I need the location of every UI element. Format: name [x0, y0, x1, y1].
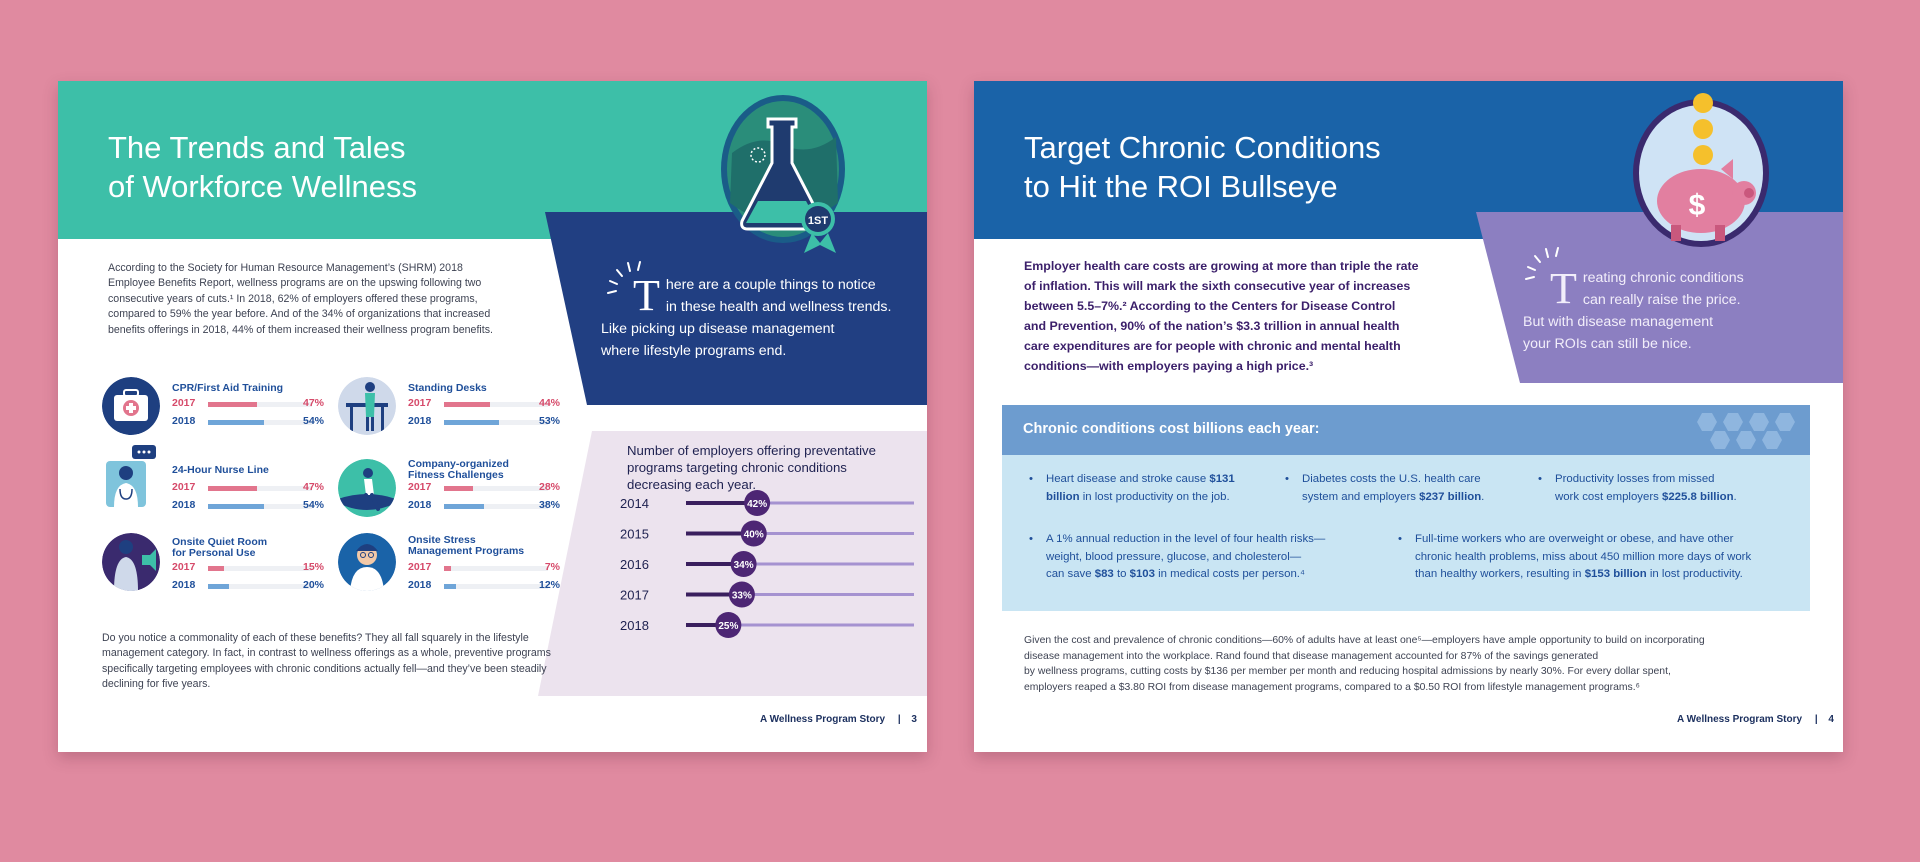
bullet-text: than healthy workers, resulting in — [1415, 568, 1585, 580]
lead-line: Employer health care costs are growing at more than triple the rate — [1024, 259, 1419, 273]
stat-fitness-challenges — [338, 457, 568, 529]
stat-title — [172, 465, 322, 476]
percent-value: 15% — [302, 561, 324, 573]
year-label: 2018 — [172, 499, 196, 511]
percent-value: 47% — [302, 397, 324, 409]
flask-ribbon-icon — [718, 93, 852, 257]
runner-icon — [338, 459, 396, 517]
bullet-dot: • — [1285, 473, 1289, 485]
year-label: 2018 — [172, 579, 196, 591]
quiet-room-icon — [102, 533, 160, 591]
lead-line: between 5.5–7%.² According to the Centers for Disease Control — [1024, 299, 1396, 313]
closing-line: management category. In fact, in contrast to wellness offerings as a whole, preventive programs — [102, 647, 551, 660]
intro-line: consecutive years of cuts.¹ In 2018, 62% of employers offered these programs, — [108, 292, 478, 305]
left-title-line-2: of Workforce Wellness — [108, 169, 417, 204]
stat-row-2017 — [408, 561, 560, 575]
bullet-bold: billion — [1046, 490, 1080, 503]
decline-value-label: 33% — [731, 590, 752, 602]
year-label: 2017 — [408, 397, 432, 409]
bullet-text: A 1% annual reduction in the level of four health risks— — [1046, 533, 1326, 545]
stat-row-2018 — [408, 499, 560, 513]
dollar-sign-text: $ — [1688, 189, 1706, 222]
decline-value-label: 34% — [733, 560, 754, 571]
bullet-bold: $103 — [1129, 568, 1155, 580]
stat-title — [408, 535, 558, 557]
bar-2017 — [444, 566, 451, 571]
first-place-badge-text: 1ST — [807, 215, 829, 227]
bullet-text: chronic health problems, miss about 450 million more days of work — [1415, 550, 1752, 563]
stat-row-2018 — [172, 415, 324, 429]
stat-title-line: Standing Desks — [408, 382, 487, 394]
stat-title — [172, 383, 322, 394]
closing-line: Given the cost and prevalence of chronic conditions—60% of adults have at least one⁵—employers have ample opportunity to build on incorporating — [1024, 635, 1705, 646]
bullet-text: . — [1481, 490, 1485, 503]
right-page — [974, 81, 1843, 752]
stat-title-line: Onsite Stress — [408, 534, 476, 546]
decline-year-label: 2014 — [620, 496, 649, 511]
page-number: 3 — [911, 714, 917, 725]
bullet-dot: • — [1029, 473, 1033, 485]
bullet-text: work cost employers — [1555, 490, 1662, 503]
first-aid-kit-icon — [102, 377, 160, 435]
lead-line: of inflation. This will mark the sixth consecutive year of increases — [1024, 279, 1411, 293]
bullet-bold: $83 — [1094, 568, 1114, 580]
standing-desk-icon — [338, 377, 396, 435]
bar-2018 — [444, 584, 456, 589]
hexagon-pattern-icon — [1692, 411, 1796, 451]
stat-title — [408, 383, 558, 394]
percent-value: 12% — [538, 579, 560, 591]
percent-value: 7% — [544, 561, 560, 573]
stat-nurse-line — [102, 459, 332, 531]
year-label: 2017 — [172, 481, 196, 493]
closing-line: by wellness programs, cutting costs by $136 per member per month and reducing hospital admissions by nearly 30%. For every dollar spent, — [1024, 666, 1671, 677]
bullet-health-risks — [1029, 531, 1366, 584]
decline-chart-title — [627, 442, 907, 493]
bar-2017 — [208, 486, 257, 491]
bar-2018 — [208, 420, 264, 425]
year-label: 2018 — [408, 579, 432, 591]
decline-year-label: 2017 — [620, 587, 649, 603]
bar-track — [444, 402, 548, 407]
bullet-productivity — [1538, 471, 1795, 506]
stat-row-2018 — [172, 499, 324, 513]
bar-track — [208, 402, 312, 407]
right-callout-text — [1523, 264, 1840, 355]
stat-row-2018 — [172, 579, 324, 593]
stat-title-line: 24-Hour Nurse Line — [172, 464, 269, 476]
bullet-dot: • — [1029, 533, 1033, 545]
bullet-text: Productivity losses from missed — [1555, 473, 1715, 485]
percent-value: 53% — [538, 415, 560, 427]
right-footer — [1677, 714, 1834, 725]
bar-2018 — [208, 584, 229, 589]
bar-2017 — [444, 486, 473, 491]
right-callout-dropcap: T — [1550, 264, 1577, 313]
right-callout-line-2: can really raise the price. — [1582, 292, 1741, 308]
percent-value: 54% — [302, 499, 324, 511]
bullet-text: in medical costs per person.⁴ — [1154, 568, 1305, 580]
bullet-text: system and employers — [1302, 490, 1420, 503]
stat-title-line: Management Programs — [408, 545, 525, 557]
percent-value: 47% — [302, 481, 324, 493]
bar-track — [208, 584, 312, 589]
bullet-bold: $153 billion — [1584, 568, 1647, 580]
left-callout-line-3: Like picking up disease management — [601, 321, 835, 337]
lead-line: conditions—with employers paying a high price.³ — [1024, 359, 1314, 373]
bullet-overweight-workers — [1398, 531, 1795, 584]
decline-value-label: 42% — [747, 499, 768, 510]
left-footer — [760, 714, 917, 725]
percent-value: 54% — [302, 415, 324, 427]
stat-title-line: CPR/First Aid Training — [172, 382, 284, 394]
closing-line: specifically targeting employees with chronic conditions actually fell—and they’ve been steadily — [102, 662, 547, 675]
bullet-text: Full-time workers who are overweight or obese, and have other — [1415, 533, 1734, 545]
year-label: 2017 — [408, 561, 432, 573]
left-callout-text — [601, 271, 923, 362]
stat-title-line: for Personal Use — [172, 547, 256, 559]
closing-line: employers reaped a $3.80 ROI from disease management programs, compared to a $0.50 ROI from lifestyle management programs.⁶ — [1024, 681, 1640, 693]
decline-chart — [618, 489, 918, 669]
left-intro-paragraph — [108, 261, 548, 338]
bar-track — [208, 566, 312, 571]
left-callout-line-4: where lifestyle programs end. — [601, 343, 787, 359]
stat-row-2018 — [408, 415, 560, 429]
bar-track — [444, 420, 548, 425]
percent-value: 44% — [538, 397, 560, 409]
stat-stress-management — [338, 535, 568, 607]
left-callout-line-2: in these health and wellness trends. — [665, 299, 892, 315]
bullet-text: weight, blood pressure, glucose, and cholesterol— — [1046, 550, 1302, 563]
closing-line: declining for five years. — [102, 678, 211, 691]
bullet-bold: $237 billion — [1419, 490, 1482, 503]
bar-track — [444, 486, 548, 491]
year-label: 2017 — [172, 397, 196, 409]
bullet-bold: $225.8 billion — [1661, 490, 1734, 503]
stat-row-2017 — [172, 481, 324, 495]
bullet-text: in lost productivity. — [1646, 568, 1743, 580]
bullet-diabetes — [1285, 471, 1522, 506]
bar-2017 — [208, 566, 224, 571]
lead-line: care expenditures are for people with chronic and mental health — [1024, 339, 1401, 353]
left-title-line-1: The Trends and Tales — [108, 130, 406, 165]
intro-line: benefits offerings in 2018, 44% of them increased their wellness program benefits. — [108, 323, 493, 336]
bar-track — [444, 584, 548, 589]
right-lead-paragraph — [1024, 256, 1474, 376]
right-closing-paragraph — [1024, 633, 1824, 695]
left-callout-line-1: here are a couple things to notice — [665, 277, 876, 293]
page-number: 4 — [1828, 714, 1834, 725]
bar-2018 — [208, 504, 264, 509]
bar-track — [208, 420, 312, 425]
footer-separator: | — [1814, 714, 1818, 725]
year-label: 2017 — [172, 561, 196, 573]
footer-separator: | — [897, 714, 901, 725]
decline-value-label: 40% — [743, 529, 764, 541]
percent-value: 20% — [302, 579, 324, 591]
stat-cpr-first-aid — [102, 375, 332, 447]
bullet-text: can save — [1046, 568, 1095, 580]
bar-2018 — [444, 420, 499, 425]
percent-value: 28% — [538, 481, 560, 493]
stat-quiet-room — [102, 537, 332, 609]
closing-line: disease management into the workplace. Rand found that disease management accounted for 87% of the savings generated — [1024, 650, 1599, 662]
nurse-phone-icon — [102, 445, 160, 509]
right-callout-line-4: your ROIs can still be nice. — [1523, 336, 1692, 352]
closing-line: Do you notice a commonality of each of these benefits? They all fall squarely in the lifestyle — [102, 632, 529, 644]
stat-row-2017 — [408, 481, 560, 495]
stat-row-2018 — [408, 579, 560, 593]
bar-track — [444, 566, 548, 571]
footer-text: A Wellness Program Story — [1677, 714, 1803, 725]
right-callout-line-1: reating chronic conditions — [1582, 270, 1744, 286]
bullet-heart-disease — [1029, 471, 1256, 506]
percent-value: 38% — [538, 499, 560, 511]
decline-title-line: decreasing each year. — [627, 477, 757, 492]
stressed-person-icon — [338, 533, 396, 591]
stat-title — [408, 459, 558, 481]
stat-row-2017 — [172, 397, 324, 411]
bar-2018 — [444, 504, 484, 509]
stat-row-2017 — [408, 397, 560, 411]
year-label: 2018 — [408, 415, 432, 427]
bullet-text: to — [1113, 568, 1130, 580]
left-page — [58, 81, 927, 752]
stat-title-line: Fitness Challenges — [408, 469, 504, 481]
decline-year-label: 2016 — [620, 557, 649, 572]
bar-track — [208, 504, 312, 509]
stat-title-line: Company-organized — [408, 458, 509, 470]
bullet-text: in lost productivity on the job. — [1079, 490, 1230, 503]
bar-track — [208, 486, 312, 491]
year-label: 2018 — [172, 415, 196, 427]
bullet-text: Diabetes costs the U.S. health care — [1302, 473, 1481, 485]
bar-track — [444, 504, 548, 509]
stat-row-2017 — [172, 561, 324, 575]
chronic-costs-header — [1002, 405, 1810, 455]
decline-year-label: 2018 — [620, 618, 649, 633]
right-callout-line-3: But with disease management — [1523, 314, 1714, 330]
lead-line: and Prevention, 90% of the nation’s $3.3 trillion in annual health — [1024, 319, 1400, 333]
chronic-costs-box — [1002, 405, 1810, 611]
chronic-costs-heading: Chronic conditions cost billions each year: — [1023, 421, 1320, 437]
intro-line: According to the Society for Human Resource Management’s (SHRM) 2018 — [108, 262, 463, 274]
left-callout-dropcap: T — [633, 271, 660, 320]
bullet-bold: $131 — [1209, 473, 1235, 485]
bullet-dot: • — [1538, 473, 1542, 485]
piggy-bank-coins-icon — [1629, 83, 1771, 251]
decline-title-line: programs targeting chronic conditions — [627, 460, 847, 475]
right-title-line-1: Target Chronic Conditions — [1024, 130, 1381, 165]
bullet-text: Heart disease and stroke cause — [1046, 473, 1210, 485]
stat-title — [172, 537, 322, 559]
footer-text: A Wellness Program Story — [760, 714, 886, 725]
stat-standing-desks — [338, 375, 568, 447]
decline-year-label: 2015 — [620, 526, 649, 542]
right-title-line-2: to Hit the ROI Bullseye — [1024, 169, 1338, 204]
intro-line: Employee Benefits Report, wellness programs are on the upswing following two — [108, 277, 482, 290]
bullet-dot: • — [1398, 533, 1402, 545]
bar-2017 — [208, 402, 257, 407]
year-label: 2017 — [408, 481, 432, 493]
bar-2017 — [444, 402, 490, 407]
stat-title-line: Onsite Quiet Room — [172, 536, 268, 548]
decline-value-label: 25% — [718, 621, 739, 632]
bullet-text: . — [1733, 490, 1737, 503]
decline-title-line: Number of employers offering preventative — [627, 443, 876, 458]
intro-line: compared to 59% the year before. And of the 34% of organizations that increased — [108, 308, 491, 321]
year-label: 2018 — [408, 499, 432, 511]
left-closing-paragraph — [102, 631, 552, 693]
